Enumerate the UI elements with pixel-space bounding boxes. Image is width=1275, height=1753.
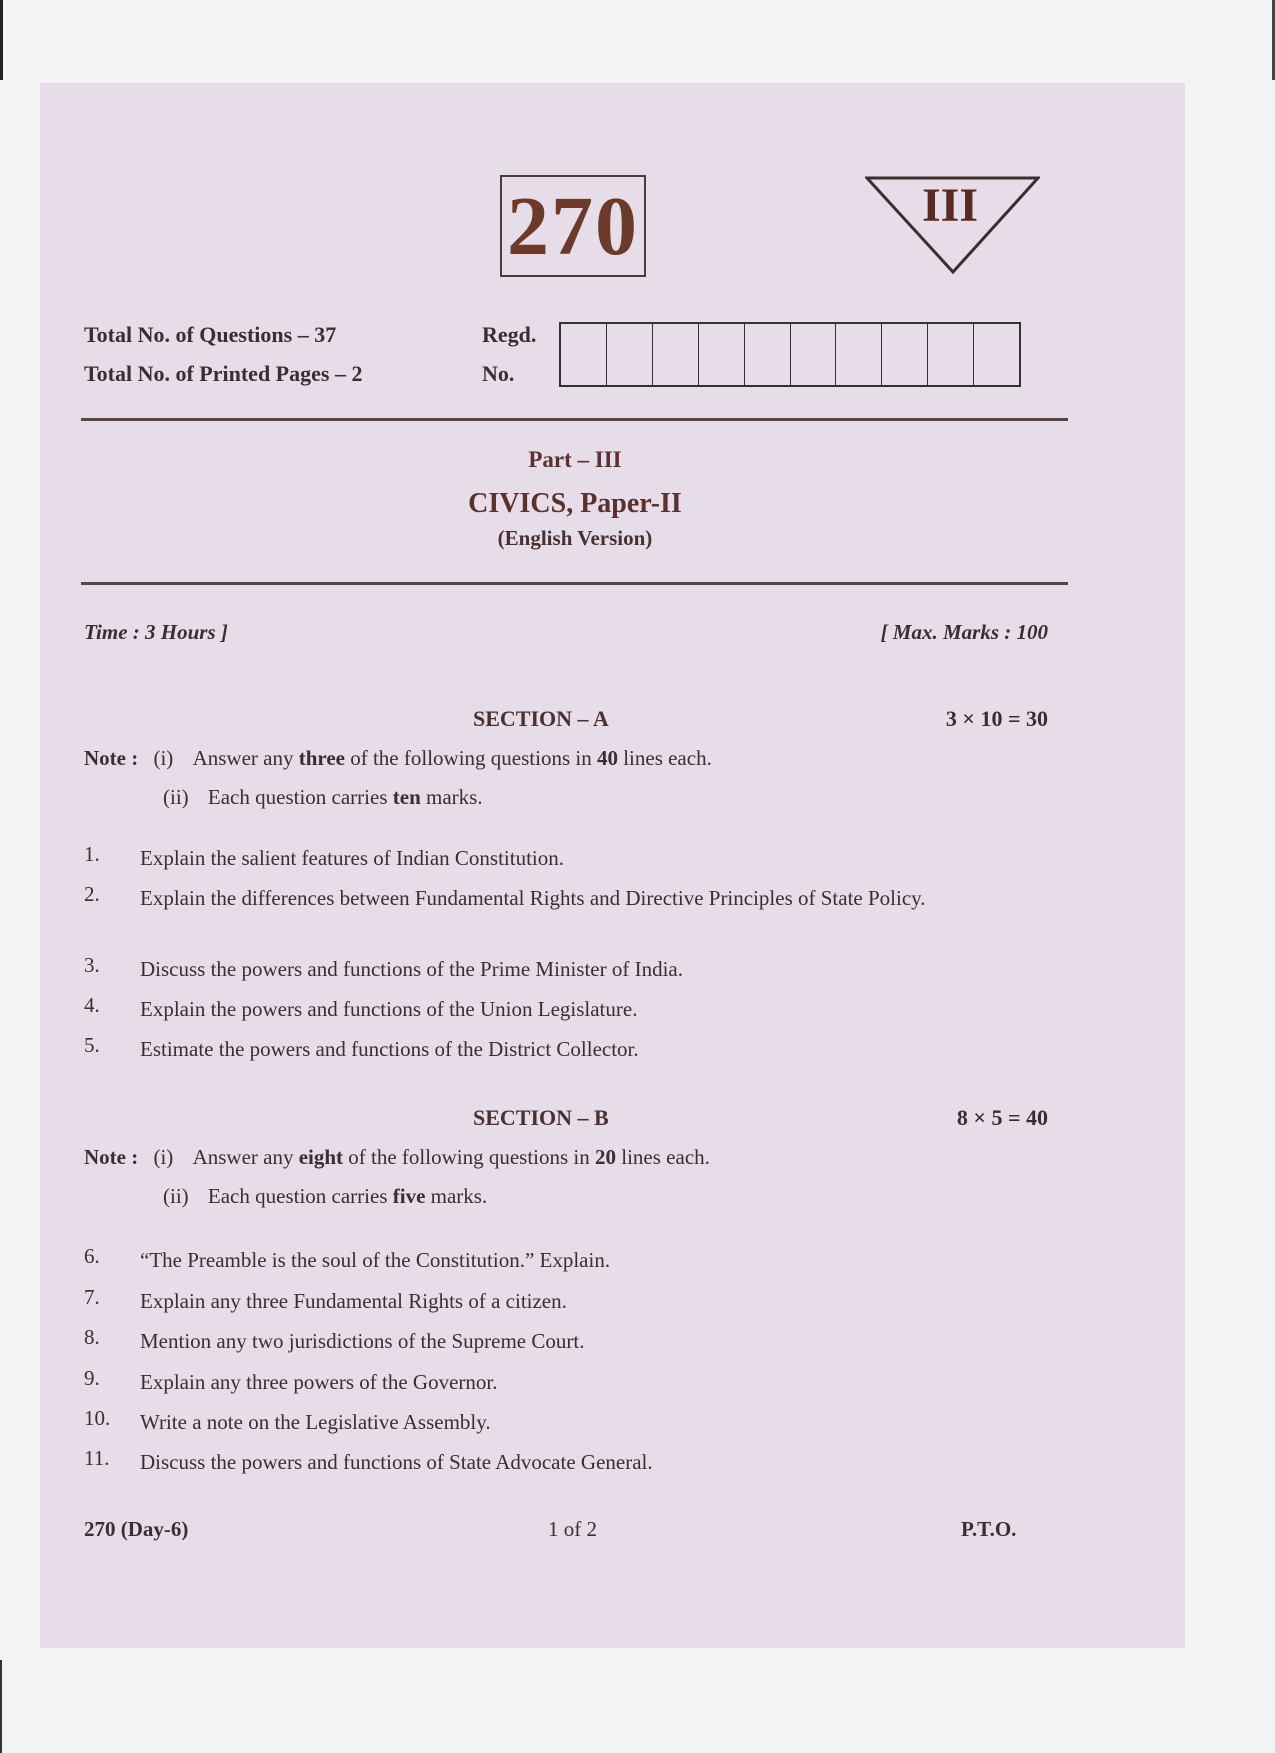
paper-code-box: 270 <box>500 175 646 277</box>
note-text: of the following questions in <box>344 746 597 770</box>
section-a-title: SECTION – A <box>473 706 609 731</box>
note-text: lines each. <box>617 746 712 770</box>
regd-digit-cell[interactable] <box>699 324 745 385</box>
total-pages: Total No. of Printed Pages – 2 <box>84 361 363 386</box>
question-number: 11. <box>84 1446 110 1470</box>
question-number: 2. <box>84 882 100 906</box>
question-text: Write a note on the Legislative Assembly. <box>140 1410 491 1434</box>
question-number: 6. <box>84 1244 100 1268</box>
question-number: 5. <box>84 1033 100 1057</box>
question-text: Discuss the powers and functions of the Prime Minister of India. <box>140 957 683 981</box>
note-number: (ii) <box>163 1184 189 1208</box>
regd-digit-cell[interactable] <box>836 324 882 385</box>
subject-title: CIVICS, Paper-II <box>468 488 682 519</box>
scan-edge <box>0 0 3 80</box>
registration-number-grid[interactable] <box>559 322 1021 387</box>
note-number: (ii) <box>163 785 189 809</box>
question-number: 8. <box>84 1325 100 1349</box>
section-b-note-2 <box>163 1184 487 1209</box>
note-emphasis: three <box>298 746 345 770</box>
note-text: Answer any <box>192 746 299 770</box>
regd-digit-cell[interactable] <box>653 324 699 385</box>
question-text: Explain the powers and functions of the Union Legislature. <box>140 997 638 1021</box>
question-text: Explain the differences between Fundamental Rights and Directive Principles of State Policy. <box>140 886 926 910</box>
note-emphasis: 20 <box>595 1145 617 1169</box>
section-a-marks: 3 × 10 = 30 <box>945 706 1048 731</box>
question-text: Explain the salient features of Indian Constitution. <box>140 846 564 870</box>
regd-no-label: No. <box>482 361 515 386</box>
regd-digit-cell[interactable] <box>791 324 837 385</box>
section-a-note-2 <box>163 785 483 810</box>
question-number: 3. <box>84 953 100 977</box>
question-text: Mention any two jurisdictions of the Supreme Court. <box>140 1329 585 1353</box>
regd-label: Regd. <box>482 322 537 347</box>
question-text: Explain any three Fundamental Rights of a citizen. <box>140 1289 567 1313</box>
regd-digit-cell[interactable] <box>974 324 1019 385</box>
note-emphasis: eight <box>298 1145 344 1169</box>
divider <box>81 418 1068 421</box>
regd-digit-cell[interactable] <box>928 324 974 385</box>
question-text: Explain any three powers of the Governor. <box>140 1370 498 1394</box>
note-text: lines each. <box>616 1145 710 1169</box>
question-text: Discuss the powers and functions of State Advocate General. <box>140 1450 653 1474</box>
footer-paper-code: 270 (Day-6) <box>84 1517 189 1541</box>
note-emphasis: ten <box>392 785 421 809</box>
note-text: Each question carries <box>207 785 393 809</box>
note-text: Answer any <box>192 1145 299 1169</box>
paper-set-label: III <box>921 179 979 232</box>
note-label: Note : <box>84 746 139 770</box>
regd-digit-cell[interactable] <box>607 324 653 385</box>
note-number: (i) <box>153 1145 174 1169</box>
note-emphasis: five <box>392 1184 426 1208</box>
question-text: Estimate the powers and functions of the District Collector. <box>140 1037 639 1061</box>
version-label: (English Version) <box>497 526 653 550</box>
please-turn-over: P.T.O. <box>961 1517 1017 1541</box>
scan-edge <box>0 1660 2 1753</box>
question-number: 4. <box>84 993 100 1017</box>
note-text: of the following questions in <box>343 1145 596 1169</box>
divider <box>81 582 1068 585</box>
regd-digit-cell[interactable] <box>745 324 791 385</box>
section-b-title: SECTION – B <box>473 1105 609 1130</box>
note-label: Note : <box>84 1145 139 1169</box>
note-text: marks. <box>420 785 483 809</box>
time-allowed: Time : 3 Hours ] <box>84 620 228 644</box>
question-number: 1. <box>84 842 100 866</box>
section-b-note-1 <box>84 1145 710 1170</box>
part-title: Part – III <box>528 447 622 472</box>
regd-digit-cell[interactable] <box>561 324 607 385</box>
regd-digit-cell[interactable] <box>882 324 928 385</box>
section-a-note-1 <box>84 746 712 771</box>
max-marks: [ Max. Marks : 100 <box>880 620 1048 644</box>
question-number: 10. <box>84 1406 111 1430</box>
question-number: 7. <box>84 1285 100 1309</box>
question-number: 9. <box>84 1366 100 1390</box>
section-b-marks: 8 × 5 = 40 <box>956 1105 1048 1130</box>
note-text: marks. <box>425 1184 488 1208</box>
note-number: (i) <box>153 746 174 770</box>
note-text: Each question carries <box>207 1184 393 1208</box>
page-number: 1 of 2 <box>548 1517 597 1541</box>
note-emphasis: 40 <box>596 746 618 770</box>
question-text: “The Preamble is the soul of the Constitution.” Explain. <box>140 1248 611 1272</box>
total-questions: Total No. of Questions – 37 <box>84 322 337 347</box>
